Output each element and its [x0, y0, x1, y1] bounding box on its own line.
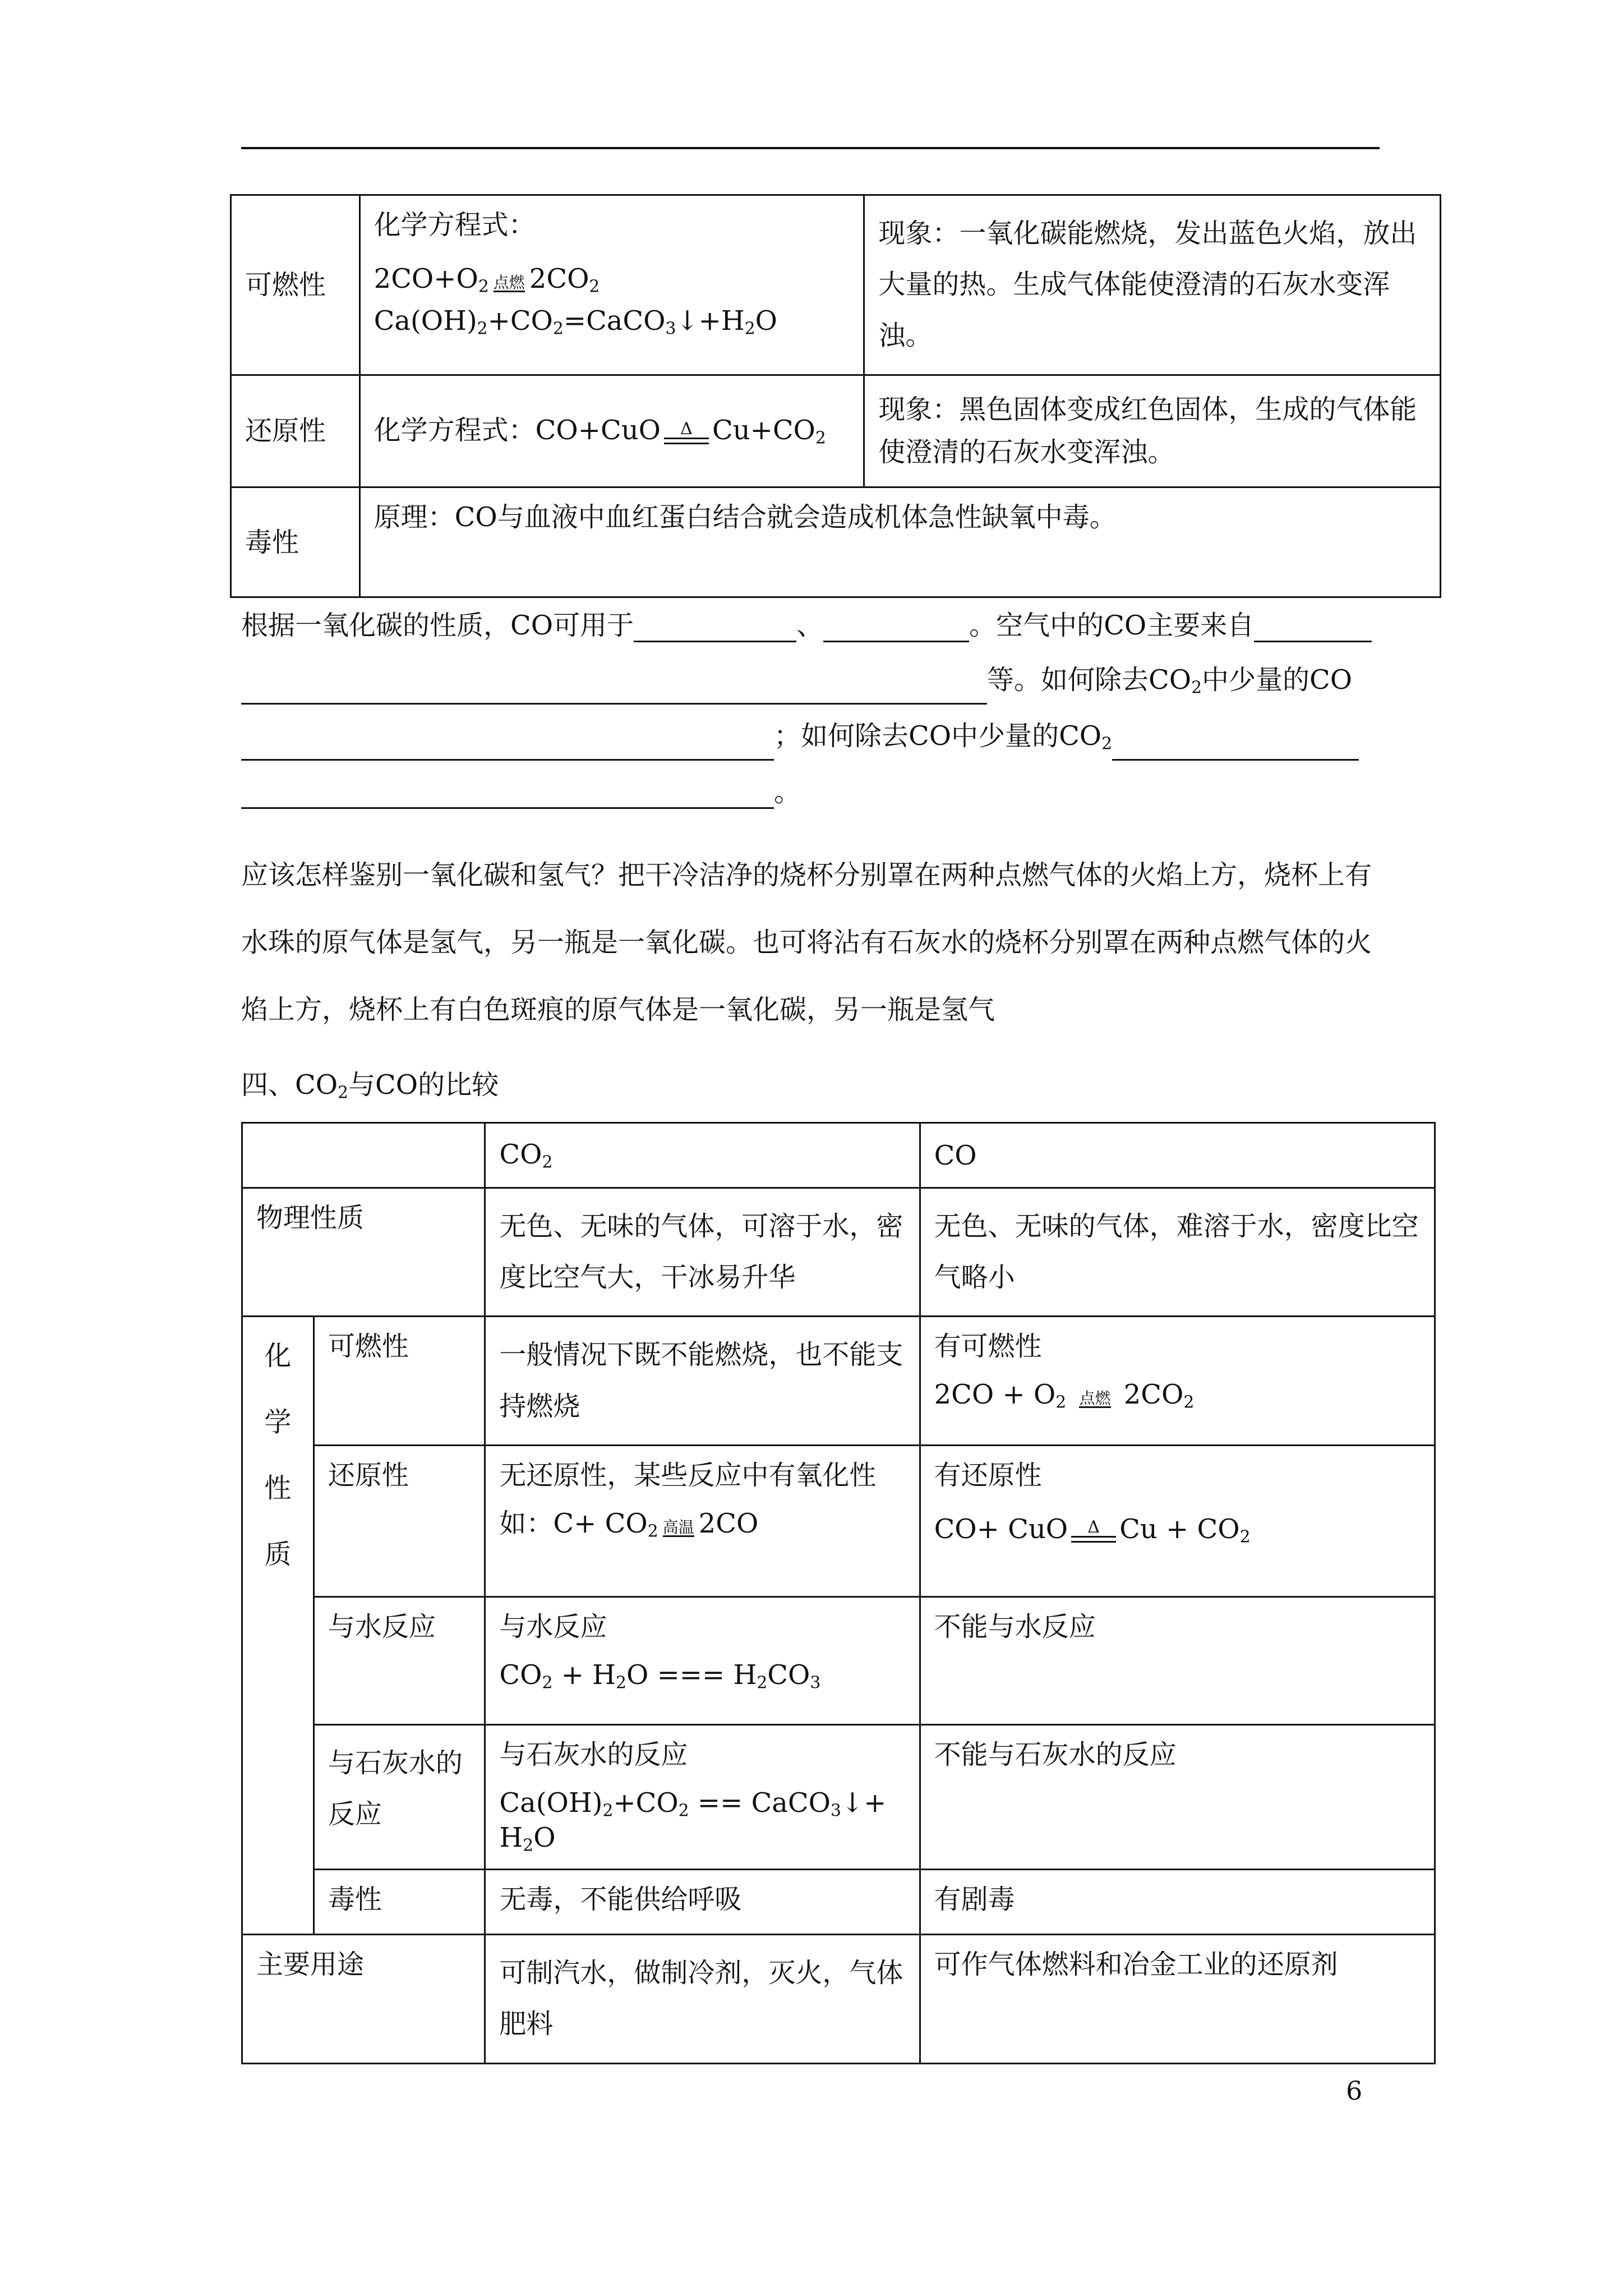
- table-row: [242, 1596, 1435, 1724]
- physical-label: 物理性质: [242, 1188, 485, 1317]
- table-row: [231, 487, 1441, 597]
- table-row: [242, 1445, 1435, 1596]
- chemical-property-label: 化 学 性 质: [242, 1317, 314, 1935]
- limewater-equation: $Ca(OH)_2+CO_2=CaCO_3↓+H_2O$: [374, 305, 778, 339]
- combustibility-label: 可燃性: [313, 1317, 485, 1445]
- main-use-label: 主要用途: [242, 1935, 485, 2064]
- water-reaction-label: 与水反应: [313, 1596, 485, 1724]
- answer-blank[interactable]: [823, 614, 969, 642]
- identification-paragraph: 应该怎样鉴别一氧化碳和氢气？把干冷洁净的烧杯分别罩在两种点燃气体的火焰上方，烧杯上有水珠的原气体是氢气，另一瓶是一氧化碳。也可将沾有石灰水的烧杯分别罩在两种点燃气体的火焰上方，烧杯上有白色斑痕的原气体是一氧化碳，另一瓶是氢气: [241, 859, 1372, 1025]
- toxicity-label: 毒性: [313, 1870, 485, 1935]
- table-row: [242, 1870, 1435, 1935]
- table-row: [242, 1123, 1435, 1188]
- toxicity-principle: 原理：CO与血液中血红蛋白结合就会造成机体急性缺氧中毒。: [359, 487, 1440, 597]
- header-blank-cell: [242, 1123, 485, 1188]
- heating-condition: Δ: [1071, 1519, 1116, 1543]
- answer-blank[interactable]: [241, 732, 774, 761]
- reduction-phenomenon: 现象：黑色固体变成红色固体，生成的气体能使澄清的石灰水变浑浊。: [864, 375, 1441, 487]
- answer-blank[interactable]: [241, 780, 774, 809]
- reduction-equation: 化学方程式：CO+CuO Δ $Cu+CO_2$: [359, 375, 864, 487]
- combustibility-co: 有可燃性 $2CO + O_2$ 点燃 $2CO_2$: [920, 1317, 1435, 1445]
- header-co2: $CO_2$: [485, 1123, 920, 1188]
- water-reaction-co: 不能与水反应: [920, 1596, 1435, 1724]
- reducibility-co2: 无还原性，某些反应中有氧化性 如：$C+ CO_2$ 高温 2CO: [485, 1445, 920, 1596]
- fill-line-4: 。: [241, 775, 801, 809]
- main-use-co2: 可制汽水，做制冷剂，灭火，气体肥料: [485, 1935, 920, 2064]
- reducibility-label: 还原性: [313, 1445, 485, 1596]
- table-row: [231, 195, 1441, 375]
- table-row: [242, 1317, 1435, 1445]
- table-row: [231, 375, 1441, 487]
- heating-condition: Δ: [664, 421, 709, 444]
- reaction-condition: 高温: [662, 1517, 694, 1536]
- property-toxicity: 毒性: [231, 487, 360, 597]
- reaction-condition: 点燃: [1079, 1389, 1111, 1408]
- combustion-equation: $2CO+O_2$ 点燃 $2CO_2$: [374, 263, 600, 297]
- fill-line-2: 等。如何除去$CO_2$中少量的CO: [241, 663, 1352, 705]
- table-row: [242, 1188, 1435, 1317]
- equation-label: 化学方程式：: [374, 209, 536, 241]
- co-properties-table: [230, 194, 1441, 598]
- limewater-reaction-co2: 与石灰水的反应 $Ca(OH)_2+CO_2$ == CaCO$_3$↓+ $H_2O$: [485, 1724, 920, 1869]
- combustion-equations: [359, 195, 864, 375]
- header-co: CO: [920, 1123, 1435, 1188]
- property-combustibility: 可燃性: [231, 195, 360, 375]
- property-reducibility: 还原性: [231, 375, 360, 487]
- toxicity-co2: 无毒，不能供给呼吸: [485, 1870, 920, 1935]
- combustibility-co2: 一般情况下既不能燃烧，也不能支持燃烧: [485, 1317, 920, 1445]
- co2-co-comparison-table: [241, 1122, 1436, 2064]
- section-heading: 四、$CO_2$与CO的比较: [241, 1069, 499, 1103]
- physical-co: 无色、无味的气体，难溶于水，密度比空气略小: [920, 1188, 1435, 1317]
- limewater-reaction-co: 不能与石灰水的反应: [920, 1724, 1435, 1869]
- table-row: [242, 1935, 1435, 2064]
- water-reaction-co2: 与水反应 $CO_2 + H_2O$ === $H_2CO_3$: [485, 1596, 920, 1724]
- toxicity-co: 有剧毒: [920, 1870, 1435, 1935]
- fill-line-1: 根据一氧化碳的性质，CO可用于 、 。空气中的CO主要来自: [241, 609, 1372, 642]
- limewater-reaction-label: 与石灰水的反应: [313, 1724, 485, 1869]
- reducibility-co: 有还原性 CO+ CuO Δ $Cu + CO_2$: [920, 1445, 1435, 1596]
- main-use-co: 可作气体燃料和冶金工业的还原剂: [920, 1935, 1435, 2064]
- combustion-phenomenon: 现象：一氧化碳能燃烧，发出蓝色火焰，放出大量的热。生成气体能使澄清的石灰水变浑浊。: [864, 195, 1441, 375]
- answer-blank[interactable]: [241, 676, 987, 705]
- header-rule: [241, 147, 1380, 149]
- answer-blank[interactable]: [634, 614, 796, 642]
- physical-co2: 无色、无味的气体，可溶于水，密度比空气大，干冰易升华: [485, 1188, 920, 1317]
- fill-line-3: ；如何除去CO中少量的$CO_2$: [241, 719, 1359, 761]
- answer-blank[interactable]: [1254, 614, 1372, 642]
- page-number: 6: [1346, 2076, 1363, 2106]
- reaction-condition: 点燃: [493, 273, 525, 292]
- table-row: [242, 1724, 1435, 1869]
- answer-blank[interactable]: [1112, 732, 1359, 761]
